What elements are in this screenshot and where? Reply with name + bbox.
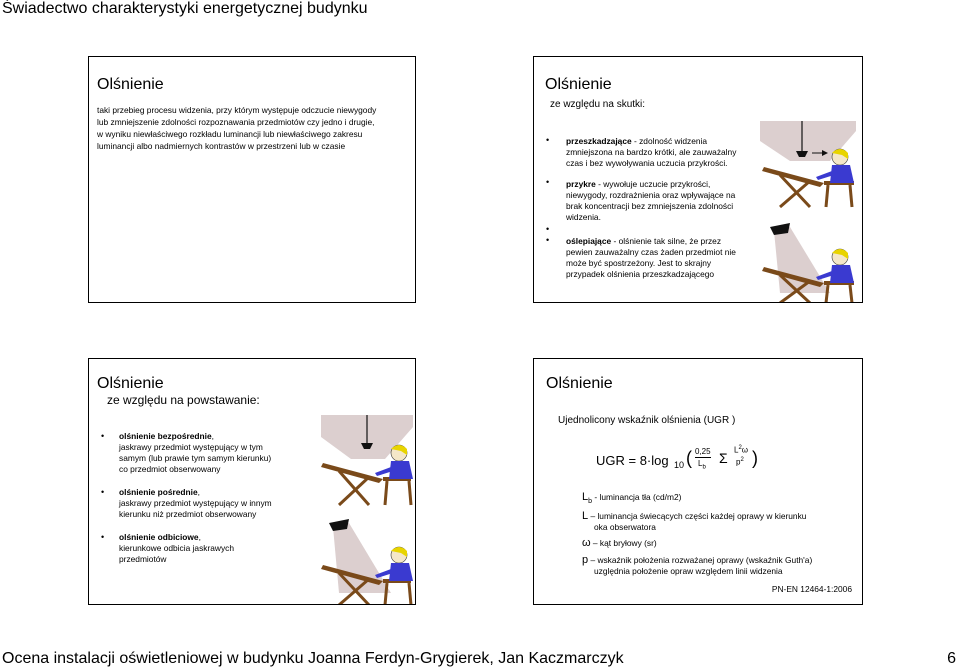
definition-text-cont: oka obserwatora — [594, 522, 656, 532]
formula-paren-open: ( — [686, 448, 692, 468]
page-number: 6 — [947, 650, 956, 667]
definition-symbol-sub: b — [588, 498, 593, 506]
effect-line: niewygody, rozdrażnienia oraz wpływające na — [566, 190, 736, 200]
definition-symbol: L — [582, 510, 589, 522]
illustration-reflected-glare — [321, 519, 413, 605]
term-suffix: , — [198, 532, 201, 542]
formula-frac-line — [695, 457, 711, 458]
origin-term: olśnienie odbiciowe — [119, 532, 199, 542]
origin-line: jaskrawy przedmiot występujący w tym — [119, 442, 263, 452]
formula-lhs: UGR = 8·log — [596, 453, 669, 468]
page-footer — [2, 650, 958, 671]
definition-text-cont: uzględnia położenie opraw względem linii widzenia — [594, 566, 783, 576]
formula-frac2-num-tail: ω — [741, 445, 749, 455]
effect-line: widzenia. — [566, 212, 601, 222]
illustration-ceiling-lamp-desk — [760, 121, 856, 211]
definition-dash: – — [588, 511, 598, 521]
definition-text: luminancja świecących części każdej oprawy w kierunku — [597, 511, 807, 521]
bullet-icon: • — [546, 177, 550, 187]
definition-dash: – — [590, 538, 600, 548]
slide-effects — [533, 56, 863, 303]
desk-board — [321, 463, 383, 483]
definition-symbol: L — [582, 491, 589, 503]
bullet-icon: • — [101, 487, 105, 497]
origin-term: olśnienie pośrednie — [119, 487, 198, 497]
person-shirt — [830, 165, 854, 183]
footer-text: Ocena instalacji oświetleniowej w budynku Joanna Ferdyn-Grygierek, Jan Kaczmarczyk — [2, 650, 624, 667]
person-shirt — [389, 461, 413, 479]
definition-l — [582, 510, 862, 532]
formula-frac2-num-sup: 2 — [738, 445, 742, 451]
effect-term: przeszkadzające — [566, 136, 632, 146]
bullet-icon: • — [101, 431, 105, 441]
definition-omega — [582, 537, 862, 549]
effect-line: - zdolność widzenia — [631, 136, 708, 146]
symbol-definitions — [582, 491, 862, 576]
effect-term: przykre — [566, 179, 596, 189]
effect-term: oślepiające — [566, 236, 612, 246]
effect-line: - olśnienie tak silne, że przez — [611, 236, 722, 246]
definition-lb — [582, 491, 862, 506]
origin-line: samym (lub prawie tym samym kierunku) — [119, 453, 272, 463]
slide-origin — [88, 358, 416, 605]
formula-frac-num: 0,25 — [695, 447, 711, 456]
definition-dash: – — [588, 555, 598, 565]
effect-line: pewien zauważalny czas żaden przedmiot nie — [566, 247, 736, 257]
definition-line: taki przebieg procesu widzenia, przy którym występuje odczucie niewygody — [97, 105, 377, 115]
slide-subtitle: ze względu na powstawanie: — [107, 393, 260, 407]
formula-frac-den-sub: b — [702, 464, 706, 471]
origin-term: olśnienie bezpośrednie — [119, 431, 212, 441]
slide-title: Olśnienie — [545, 76, 612, 93]
term-suffix: , — [197, 487, 200, 497]
formula-log-base: 10 — [674, 460, 685, 470]
page-header: Świadectwo charakterystyki energetycznej budynku — [2, 0, 368, 17]
effect-line: czas i bez wywoływania uczucia przykrości. — [566, 158, 728, 168]
effect-item-blinding — [566, 236, 776, 280]
term-suffix: , — [211, 431, 214, 441]
effect-line: brak koncentracji bez zmniejszenia zdolności — [566, 201, 734, 211]
slide-title: Olśnienie — [97, 375, 164, 392]
slide-title: Olśnienie — [97, 76, 164, 93]
formula-sigma: Σ — [719, 450, 728, 466]
effect-line: przypadek olśnienia przeszkadzającego — [566, 269, 715, 279]
definition-dash: - — [592, 492, 600, 502]
person-shirt — [830, 265, 854, 283]
illustration-wall-lamp-desk — [760, 223, 856, 303]
origin-line: kierunku niż przedmiot obserwowany — [119, 509, 257, 519]
effect-item-disturbing — [566, 136, 766, 169]
definition-symbol: ω — [582, 537, 591, 549]
effect-line: zmniejszona na bardzo krótki, ale zauważalny — [566, 147, 737, 157]
formula-frac-den-letter: L — [698, 459, 703, 468]
bullet-icon: • — [101, 532, 105, 542]
origin-item-indirect — [119, 487, 319, 520]
origin-line: co przedmiot obserwowany — [119, 464, 221, 474]
formula-paren-close: ) — [752, 448, 758, 468]
definition-text: wskaźnik położenia rozważanej oprawy (wskaźnik Guth'a) — [597, 555, 813, 565]
effect-item-discomfort — [566, 179, 776, 223]
ugr-formula — [596, 445, 816, 477]
definition-line: luminancji albo nadmiernych kontrastów w przestrzeni lub w czasie — [97, 141, 346, 151]
effect-line: - wywołuje uczucie przykrości, — [595, 179, 711, 189]
formula-frac-den — [698, 459, 706, 471]
effect-line: może być spostrzeżony. Jest to skrajny — [566, 258, 712, 268]
origin-line: jaskrawy przedmiot występujący w innym — [119, 498, 272, 508]
formula-frac2-den-letter: p — [736, 457, 741, 467]
formula-frac2-den — [736, 457, 744, 467]
definition-line: w wyniku niewłaściwego rozkładu luminancji lub niewłaściwego zakresu — [97, 129, 363, 139]
bullet-icon: • — [546, 224, 550, 234]
slide-subtitle: Ujednolicony wskaźnik olśnienia (UGR ) — [558, 415, 736, 426]
definition-symbol: p — [582, 554, 589, 566]
bullet-icon: • — [546, 135, 550, 145]
slide-title: Olśnienie — [546, 375, 613, 392]
slide-subtitle: ze względu na skutki: — [550, 99, 646, 110]
slide-definition — [88, 56, 416, 303]
definition-p — [582, 554, 862, 576]
formula-frac2-num — [734, 445, 748, 455]
origin-item-reflected — [119, 532, 319, 565]
light-shade-area — [333, 523, 391, 593]
definition-text: luminancja tła (cd/m2) — [599, 492, 682, 502]
origin-item-direct — [119, 431, 319, 475]
slide-ugr — [533, 358, 863, 605]
formula-frac2-den-sup: 2 — [740, 457, 744, 463]
definition-text — [97, 104, 376, 152]
illustration-direct-glare — [321, 415, 413, 507]
origin-line: przedmiotów — [119, 554, 167, 564]
bullet-icon: • — [546, 235, 550, 245]
definition-line: lub zmniejszenie zdolności rozpoznawania przedmiotów czy jedno i drugie, — [97, 117, 375, 127]
person-shirt — [389, 563, 413, 581]
formula-frac2-num-letter: L — [734, 445, 739, 455]
definition-text: kąt bryłowy (sr) — [599, 538, 657, 548]
norm-reference: PN-EN 12464-1:2006 — [771, 584, 852, 594]
origin-line: kierunkowe odbicia jaskrawych — [119, 543, 234, 553]
